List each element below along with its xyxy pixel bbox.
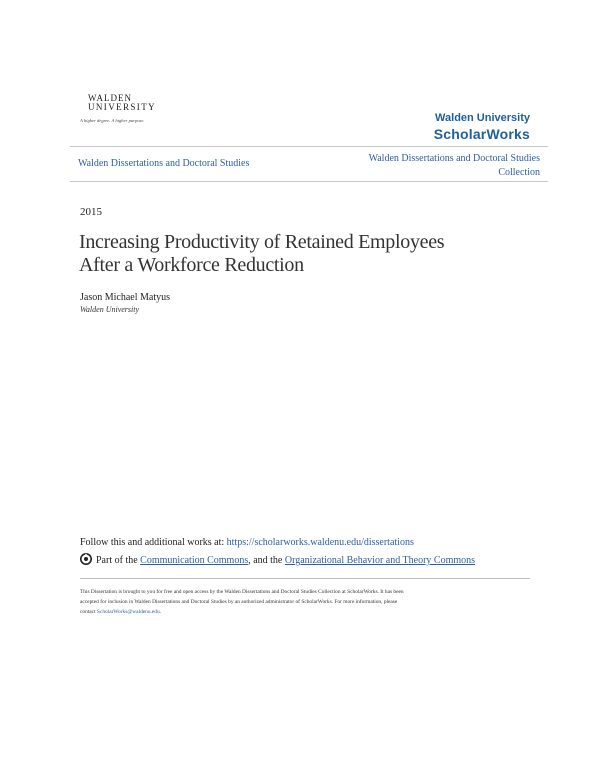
nav-dissertations-link[interactable]: Walden Dissertations and Doctoral Studies <box>78 158 250 169</box>
follow-prefix: Follow this and additional works at: <box>80 537 227 548</box>
org-behavior-commons-link[interactable]: Organizational Behavior and Theory Commons <box>284 555 476 566</box>
part-of-line <box>80 553 475 568</box>
part-of-middle: , and the <box>248 555 285 566</box>
notice-line-2: accepted for inclusion in Walden Dissertations and Doctoral Studies by an authorized administrator of ScholarWorks. For more information, please <box>80 599 398 606</box>
logo-line-1: WALDEN <box>88 93 132 103</box>
brand-line-2: ScholarWorks <box>433 126 530 142</box>
logo-tagline: A higher degree. A higher purpose. <box>80 118 145 123</box>
follow-line <box>80 537 414 548</box>
nav-collection-line-1: Walden Dissertations and Doctoral Studies <box>368 153 540 164</box>
communication-commons-link[interactable]: Communication Commons <box>140 555 249 566</box>
author-name: Jason Michael Matyus <box>80 292 170 303</box>
scholarworks-brand-link[interactable] <box>434 112 530 143</box>
part-of-prefix: Part of the <box>96 555 141 566</box>
dissertations-url-link[interactable]: https://scholarworks.waldenu.edu/dissertations <box>226 537 414 548</box>
commons-network-icon <box>80 553 92 568</box>
notice-line-1: This Dissertation is brought to you for free and open access by the Walden Dissertations and Doctoral Studies Collection at ScholarWorks. It has been <box>80 589 404 595</box>
title-line-2: After a Workforce Reduction <box>79 254 304 276</box>
divider <box>80 578 530 579</box>
author-affiliation: Walden University <box>80 305 140 314</box>
contact-email-link[interactable]: ScholarWorks@waldenu.edu <box>96 609 160 616</box>
nav-collection-link[interactable] <box>330 152 540 180</box>
publication-year: 2015 <box>80 206 102 218</box>
walden-university-logo <box>80 93 180 129</box>
title-line-1: Increasing Productivity of Retained Employees <box>79 231 445 253</box>
document-title <box>79 231 539 277</box>
brand-line-1: Walden University <box>435 112 530 124</box>
nav-collection-line-2: Collection <box>498 167 540 178</box>
notice-line-3-prefix: contact <box>80 609 97 616</box>
collection-navbar <box>70 146 548 182</box>
notice-line-3-suffix: . <box>159 609 162 616</box>
logo-line-2: UNIVERSITY <box>88 102 156 112</box>
access-notice <box>80 587 530 618</box>
